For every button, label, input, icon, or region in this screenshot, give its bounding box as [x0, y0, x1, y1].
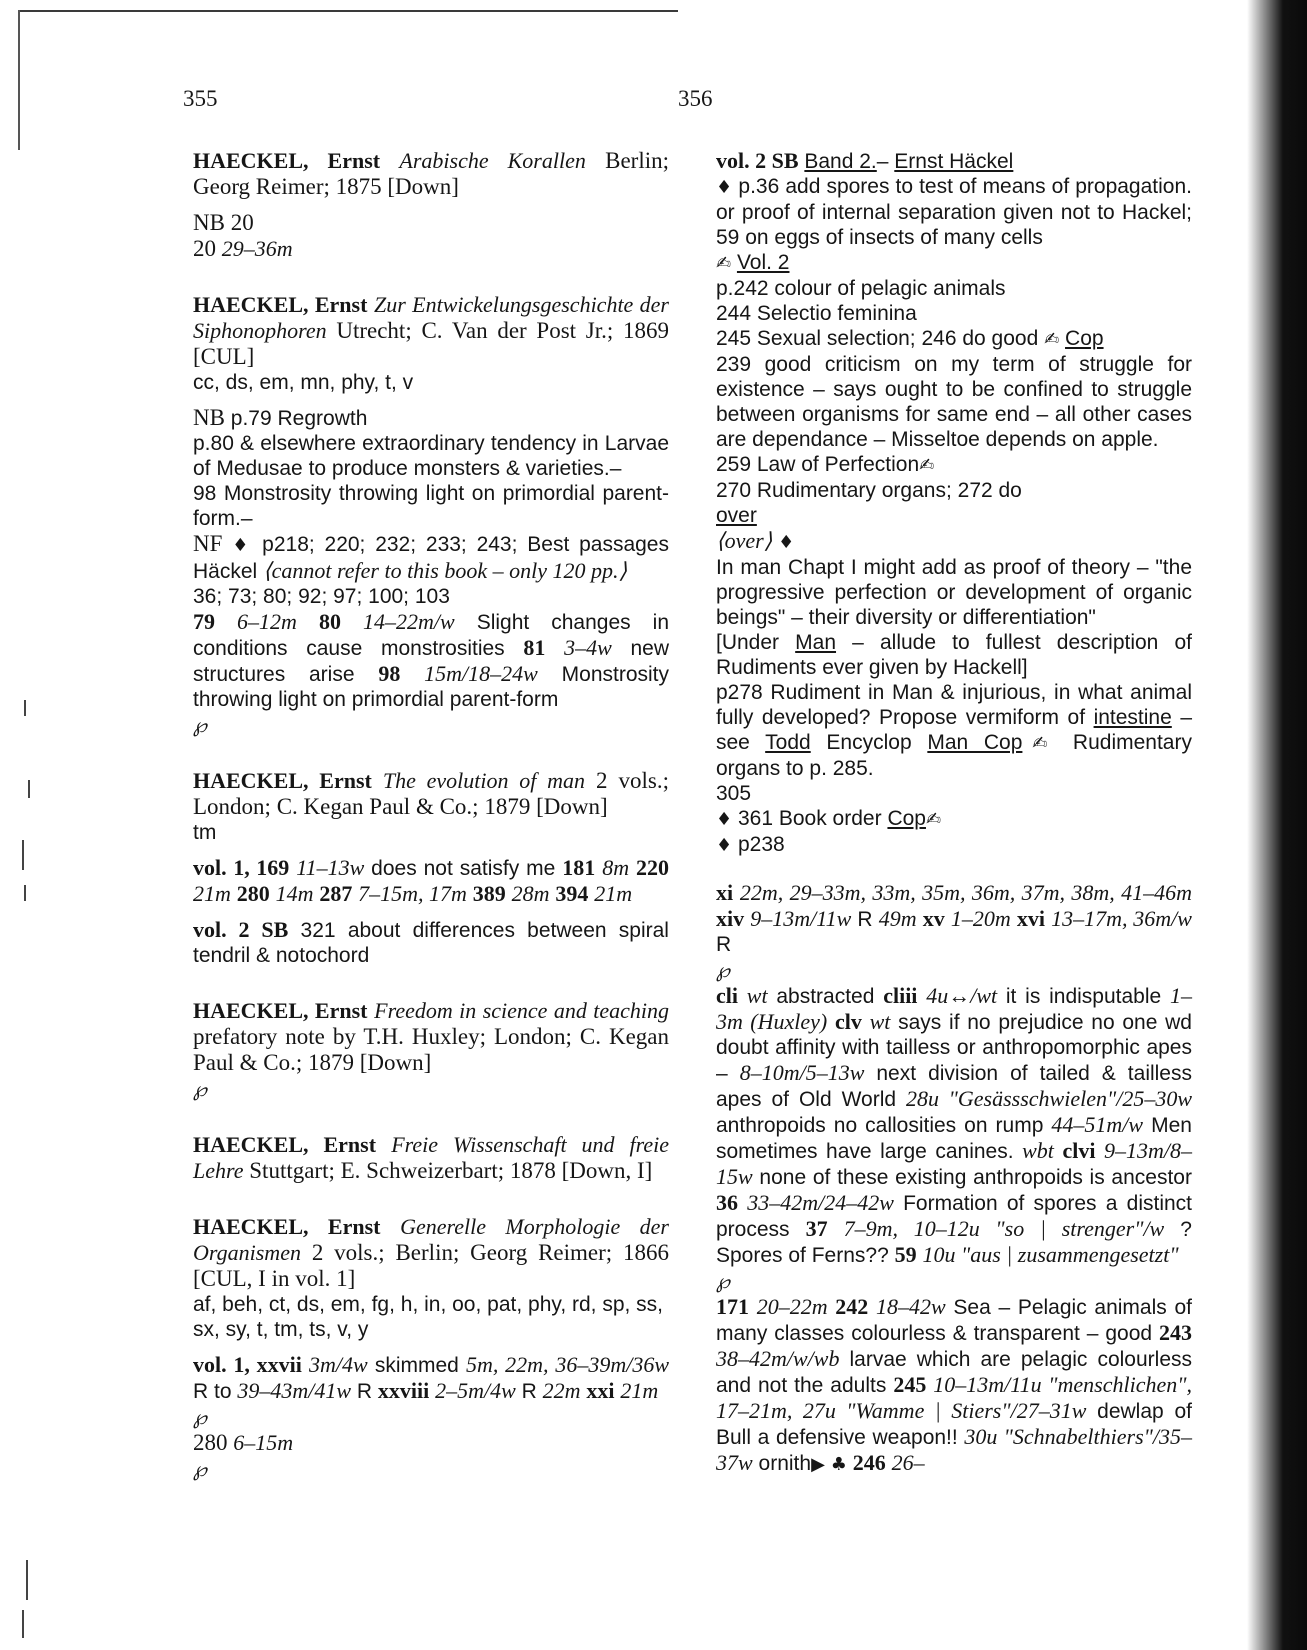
entry-title: Generelle Morphologie der Organismen: [193, 1214, 669, 1265]
note-line: 305: [716, 782, 752, 805]
note-line: ♦ p238: [716, 833, 785, 856]
entry-siphonophoren: [193, 292, 669, 370]
entry-freie-wissenschaft: [193, 1132, 669, 1184]
entry-title: Freedom in science and teaching: [374, 998, 670, 1023]
entry-author: HAECKEL, Ernst: [193, 148, 381, 173]
entry-title: Freie Wissenschaft und freie Lehre: [193, 1132, 669, 1183]
entry-evolution-of-man: [193, 768, 669, 820]
hand-icon: ✍: [1022, 733, 1058, 754]
entry-author: HAECKEL, Ernst: [193, 1132, 377, 1157]
diamond-icon: ♦: [716, 835, 733, 856]
weierstrass-p-icon: ℘: [193, 1457, 207, 1481]
hand-icon: ✍: [919, 455, 935, 476]
note-line: 36; 73; 80; 92; 97; 100; 103: [193, 585, 450, 608]
entry-freedom-in-science: [193, 998, 669, 1076]
left-column: [193, 148, 669, 1482]
note-line: ✍ Vol. 2: [716, 251, 790, 274]
entry-author: HAECKEL, Ernst: [193, 998, 368, 1023]
note-line: p278 Rudiment in Man & injurious, in what animal fully developed? Propose vermiform of intestine – see Todd Encyclop Man Cop✍ Rudimentary organs to p. 285.: [716, 681, 1192, 780]
weierstrass-p-icon: ℘: [716, 1269, 730, 1293]
note-line: 244 Selectio feminina: [716, 302, 917, 325]
diamond-icon: ♦: [778, 532, 795, 553]
note-line: 98 Monstrosity throwing light on primordial parent-form.–: [193, 482, 669, 530]
entry-title: The evolution of man: [382, 768, 585, 793]
hand-icon: ✍: [925, 809, 942, 830]
ref-line: 280 6–15m: [193, 1430, 294, 1455]
subject-codes: af, beh, ct, ds, em, fg, h, in, oo, pat, phy, rd, sp, ss, sx, sy, t, tm, ts, v, y: [193, 1293, 664, 1341]
marginalia-refs: vol. 2 SB 321 about differences between spiral tendril & notochord: [193, 917, 669, 967]
weierstrass-p-icon: ℘: [716, 958, 730, 982]
left-page-number: 355: [183, 86, 218, 111]
page-gutter-shadow: [1247, 0, 1307, 1650]
note-line: 259 Law of Perfection✍: [716, 453, 935, 476]
note-nf: NF ♦ p218; 220; 232; 233; 243; Best passages Häckel ⟨cannot refer to this book – only 120 pp.⟩: [193, 531, 669, 583]
marginalia-refs: vol. 1, xxvii 3m/4w skimmed 5m, 22m, 36–39m/36w R to 39–43m/41w R xxviii 2–5m/4w R 22m xxi 21m: [193, 1352, 669, 1403]
ref-line: 20 29–36m: [193, 236, 293, 261]
scan-edge-left: [18, 10, 20, 150]
diamond-icon: ♦: [232, 535, 253, 556]
marginalia-refs: cli wt abstracted cliii 4u↔/wt it is indisputable 1–3m (Huxley) clv wt says if no prejudice no one wd doubt affinity with tailless or anthropomorphic apes – 8–10m/5–13w next division of tailed & tailless apes of Old World 28u "Gesässschwielen"/25–30w anthropoids no callosities on rump 44–51m/w Men sometimes have large canines. wbt clvi 9–13m/8–15w none of these existing anthropoids is ancestor 36 33–42m/24–42w Formation of spores a distinct process 37 7–9m, 10–12u "so | strenger"/w ? Spores of Ferns?? 59 10u "aus | zusammengesetzt": [716, 983, 1193, 1267]
arrow-right-icon: ▶: [811, 1454, 825, 1475]
note-line: [Under Man – allude to fullest description of Rudiments ever given by Hackell]: [716, 631, 1192, 679]
annotation-header: vol. 2 SB Band 2.– Ernst Häckel: [716, 148, 1014, 173]
note-line: In man Chapt I might add as proof of theory – "the progressive perfection or development of organic beings" – their diversity or differentiation": [716, 556, 1192, 629]
weierstrass-p-icon: ℘: [193, 713, 207, 737]
entry-author: HAECKEL, Ernst: [193, 1214, 381, 1239]
entry-publication: 2 vols.; London; C. Kegan Paul & Co.; 1879 [Down]: [193, 768, 670, 819]
note-line: p.80 & elsewhere extraordinary tendency in Larvae of Medusae to produce monsters & varieties.–: [193, 432, 669, 480]
entry-publication: prefatory note by T.H. Huxley; London; C. Kegan Paul & Co.; 1879 [Down]: [193, 1024, 669, 1075]
nb-line: NB 20: [193, 210, 254, 235]
entry-publication: Utrecht; C. Van der Post Jr.; 1869 [CUL]: [193, 318, 669, 369]
subject-codes: tm: [193, 821, 217, 844]
club-icon: ♣: [830, 1454, 847, 1475]
hand-icon: ✍: [716, 253, 732, 274]
diamond-icon: ♦: [716, 177, 733, 198]
entry-author: HAECKEL, Ernst: [193, 768, 372, 793]
marginalia-refs: 171 20–22m 242 18–42w Sea – Pelagic animals of many classes colourless & transparent – good 243 38–42m/w/wb larvae which are pelagic colourless and not the adults 245 10–13m/11u "menschlichen", 17–21m, 27u "Wamme | Stiers"/27–31w dewlap of Bull a defensive weapon!! 30u "Schnabelthiers"/35–37w ornith▶ ♣ 246 26–: [716, 1294, 1193, 1475]
margin-marks: [20, 700, 60, 1650]
entry-generelle-morphologie: [193, 1214, 669, 1292]
hand-icon: ✍: [1044, 329, 1060, 350]
weierstrass-p-icon: ℘: [193, 1405, 207, 1429]
marginalia-refs: vol. 1, 169 11–13w does not satisfy me 181 8m 220 21m 280 14m 287 7–15m, 17m 389 28m 394 21m: [193, 855, 669, 906]
entry-publication: Stuttgart; E. Schweizerbart; 1878 [Down, I]: [249, 1158, 653, 1183]
note-line: NB p.79 Regrowth: [193, 405, 368, 430]
marginalia-refs: xi 22m, 29–33m, 33m, 35m, 36m, 37m, 38m, 41–46m xiv 9–13m/11w R 49m xv 1–20m xvi 13–17m, 36m/w R: [716, 880, 1192, 956]
note-line: ♦ p.36 add spores to test of means of propagation. or proof of internal separation given not to Hackel; 59 on eggs of insects of many cells: [716, 175, 1192, 249]
weierstrass-p-icon: ℘: [193, 1077, 207, 1101]
entry-arabische-korallen: [193, 148, 669, 200]
scan-edge-top: [18, 10, 678, 12]
note-line: 270 Rudimentary organs; 272 do: [716, 479, 1022, 502]
note-line: p.242 colour of pelagic animals: [716, 277, 1006, 300]
note-line: ♦ 361 Book order Cop✍: [716, 807, 942, 830]
entry-author: HAECKEL, Ernst: [193, 292, 368, 317]
note-line: over: [716, 504, 757, 527]
entry-title: Zur Entwickelungsgeschichte der Siphonophoren: [193, 292, 669, 343]
note-line: 239 good criticism on my term of struggle for existence – says ought to be confined to struggle between organisms for same end – all other cases are dependance – Misseltoe depends on apple.: [716, 353, 1192, 451]
entry-publication: Berlin; Georg Reimer; 1875 [Down]: [193, 148, 670, 199]
entry-publication: 2 vols.; Berlin; Georg Reimer; 1866 [CUL, I in vol. 1]: [193, 1240, 670, 1291]
note-line: ⟨over⟩ ♦: [716, 528, 795, 553]
marginalia-refs: 79 6–12m 80 14–22m/w Slight changes in conditions cause monstrosities 81 3–4w new structures arise 98 15m/18–24w Monstrosity throwing light on primordial parent-form: [193, 609, 670, 711]
diamond-icon: ♦: [716, 809, 733, 830]
note-line: 245 Sexual selection; 246 do good ✍ Cop: [716, 327, 1104, 350]
right-page-number: 356: [678, 86, 713, 111]
subject-codes: cc, ds, em, mn, phy, t, v: [193, 371, 414, 394]
entry-title: Arabische Korallen: [399, 148, 586, 173]
right-column: [716, 148, 1192, 1477]
